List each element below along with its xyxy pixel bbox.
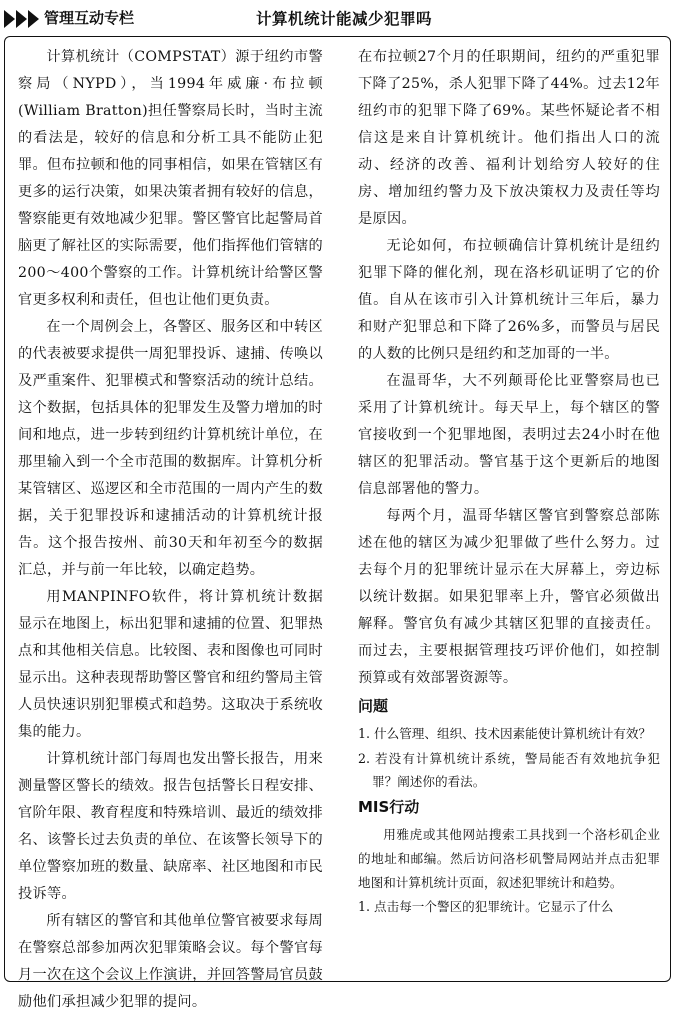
mis-paragraph: 用雅虎或其他网站搜索工具找到一个洛杉矶企业的地址和邮编。然后访问洛杉矶警局网站并点击犯罪地图和计算机统计页面，叙述犯罪统计和趋势。 bbox=[358, 827, 660, 890]
body-paragraph: 每两个月，温哥华辖区警官到警察总部陈述在他的辖区为减少犯罪做了些什么努力。过去每个月的犯罪统计显示在大屏幕上，旁边标以统计数据。如果犯罪率上升，警官必须做出解释。警官负有减少其辖区犯罪的直接责任。而过去，主要根据管理技巧评价他们，如控制预算或有效部署资源等。 bbox=[358, 508, 660, 686]
body-paragraph: 计算机统计部门每周也发出警长报告，用来测量警区警长的绩效。报告包括警长日程安排、官阶年限、教育程度和特殊培训、最近的绩效排名、该警长过去负责的单位、在该警长领导下的单位警察加班的数量、缺席率、社区地图和市民投诉等。 bbox=[18, 751, 323, 902]
questions-list bbox=[358, 722, 660, 793]
question-item: 1. 什么管理、组织、技术因素能使计算机统计有效？ bbox=[358, 726, 652, 741]
body-paragraph: 所有辖区的警官和其他单位警官被要求每周在警察总部参加两次犯罪策略会议。每个警官每月一次在这个会议上作演讲，并回答警局官员鼓励他们承担减少犯罪的提问。 bbox=[18, 913, 323, 1010]
body-paragraph: 计算机统计（COMPSTAT）源于纽约市警察局（NYPD），当1994年威廉·布拉顿(William Bratton)担任警察局长时，当时主流的看法是，较好的信息和分析工具不能防止犯罪。但布拉顿和他的同事相信，如果在管辖区有更多的运行决策，如果决策者拥有较好的信息，警察能更有效地减少犯罪。警区警官比起警局首脑更了解社区的实际需要，他们指挥他们管辖的200～400个警察的工作。计算机统计给警区警官更多权利和责任，但也让他们更负责。 bbox=[18, 49, 323, 308]
article-title: 计算机统计能减少犯罪吗 bbox=[256, 10, 433, 28]
body-paragraph: 在温哥华，大不列颠哥伦比亚警察局也已采用了计算机统计。每天早上，每个辖区的警官接收到一个犯罪地图，表明过去24小时在他辖区的犯罪活动。警官基于这个更新后的地图信息部署他的警力。 bbox=[358, 373, 660, 497]
page-header bbox=[4, 4, 673, 34]
body-paragraph: 无论如何，布拉顿确信计算机统计是纽约犯罪下降的催化剂，现在洛杉矶证明了它的价值。自从在该市引入计算机统计三年后，暴力和财产犯罪总和下降了26%多，而警员与居民的人数的比例只是纽约和芝加哥的一半。 bbox=[358, 238, 660, 362]
continued-paragraph: 在布拉顿27个月的任职期间，纽约的严重犯罪下降了25%，杀人犯罪下降了44%。过去12年纽约市的犯罪下降了69%。某些怀疑论者不相信这是来自计算机统计。他们指出人口的流动、经济的改善、福利计划给穷人较好的住房、增加纽约警力及下放决策权力及责任等均是原因。 bbox=[358, 49, 660, 227]
section-label: 管理互动专栏 bbox=[44, 9, 135, 27]
mis-heading: MIS行动 bbox=[358, 798, 420, 816]
body-paragraph: 用MANPINFO软件，将计算机统计数据显示在地图上，标出犯罪和逮捕的位置、犯罪热点和其他相关信息。比较图、表和图像也可同时显示出。这种表现帮助警区警官和纽约警局主管人员快速识别犯罪模式和趋势。这取决于系统收集的能力。 bbox=[18, 589, 323, 740]
question-item: 2. 若没有计算机统计系统，警局能否有效地抗争犯罪？阐述你的看法。 bbox=[358, 751, 660, 789]
mis-item: 1. 点击每一个警区的犯罪统计。它显示了什么 bbox=[358, 899, 614, 914]
body-paragraph: 在一个周例会上，各警区、服务区和中转区的代表被要求提供一周犯罪投诉、逮捕、传唤以及严重案件、犯罪模式和警察活动的统计总结。这个数据，包括具体的犯罪发生及警力增加的时间和地点，进一步转到纽约计算机统计单位，在那里输入到一个全市范围的数据库。计算机分析某管辖区、巡逻区和全市范围的一周内产生的数据，关于犯罪投诉和逮捕活动的计算机统计报告。这个报告按州、前30天和年初至今的数据汇总，并与前一年比较，以确定趋势。 bbox=[18, 319, 323, 578]
questions-heading: 问题 bbox=[358, 697, 389, 715]
triple-arrow-icon bbox=[4, 10, 40, 28]
left-column bbox=[18, 44, 323, 1016]
right-column bbox=[358, 44, 660, 920]
